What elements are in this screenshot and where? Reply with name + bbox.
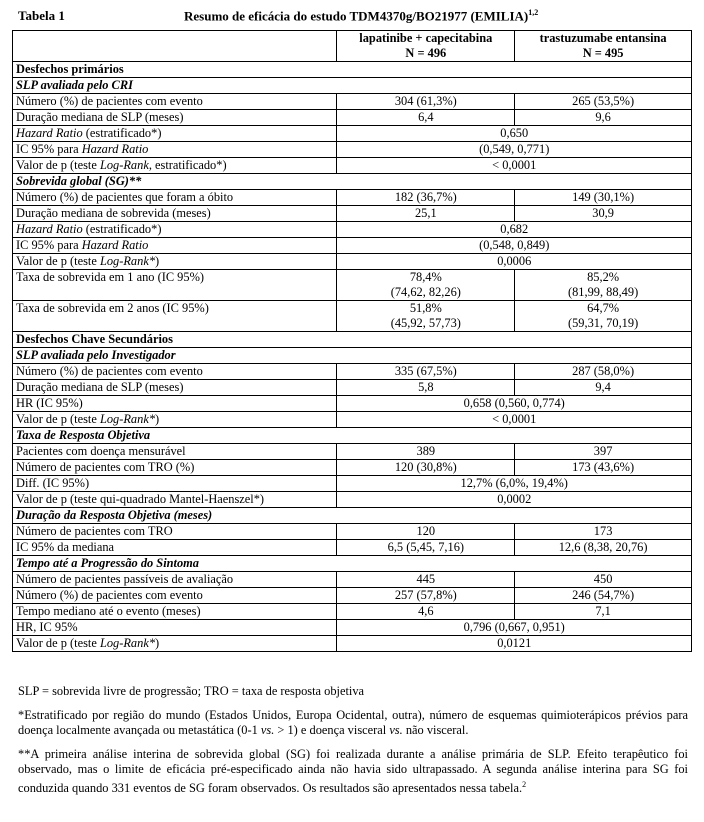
value-trastuzumabe: 7,1 — [515, 604, 692, 620]
row-label: Número de pacientes com TRO (%) — [13, 460, 337, 476]
value-combined: 0,658 (0,560, 0,774) — [337, 396, 692, 412]
value-lapatinibe: 445 — [337, 572, 515, 588]
table-row — [13, 460, 692, 476]
value-trastuzumabe: 265 (53,5%) — [515, 94, 692, 110]
table-row — [13, 142, 692, 158]
value-trastuzumabe: 173 (43,6%) — [515, 460, 692, 476]
value-trastuzumabe: 85,2% (81,99, 88,49) — [515, 270, 692, 301]
row-label: Duração mediana de sobrevida (meses) — [13, 206, 337, 222]
subsection-title: Tempo até a Progressão do Sintoma — [13, 556, 692, 572]
subsection-title: Duração da Resposta Objetiva (meses) — [13, 508, 692, 524]
table-row — [13, 476, 692, 492]
value-lapatinibe: 389 — [337, 444, 515, 460]
table-row — [13, 444, 692, 460]
table-row — [13, 412, 692, 428]
value-combined: 0,0121 — [337, 636, 692, 652]
value-combined: 0,0006 — [337, 254, 692, 270]
subsection-row — [13, 348, 692, 364]
value-combined: 0,650 — [337, 126, 692, 142]
subsection-row — [13, 556, 692, 572]
value-trastuzumabe: 12,6 (8,38, 20,76) — [515, 540, 692, 556]
value-lapatinibe: 51,8% (45,92, 57,73) — [337, 301, 515, 332]
row-label: Número (%) de pacientes com evento — [13, 94, 337, 110]
row-label: Valor de p (teste Log-Rank*) — [13, 254, 337, 270]
value-trastuzumabe: 30,9 — [515, 206, 692, 222]
row-label: Valor de p (teste Log-Rank*) — [13, 636, 337, 652]
row-label: Diff. (IC 95%) — [13, 476, 337, 492]
value-trastuzumabe: 149 (30,1%) — [515, 190, 692, 206]
table-row — [13, 588, 692, 604]
header-row — [13, 31, 692, 62]
subsection-title: Taxa de Resposta Objetiva — [13, 428, 692, 444]
table-row — [13, 636, 692, 652]
row-label: Número de pacientes com TRO — [13, 524, 337, 540]
table-row — [13, 492, 692, 508]
value-trastuzumabe: 397 — [515, 444, 692, 460]
section-title-row — [13, 62, 692, 78]
table-row — [13, 524, 692, 540]
row-label: Número (%) de pacientes que foram a óbito — [13, 190, 337, 206]
row-label: Taxa de sobrevida em 2 anos (IC 95%) — [13, 301, 337, 332]
subsection-title: SLP avaliada pelo Investigador — [13, 348, 692, 364]
table-row — [13, 110, 692, 126]
subsection-row — [13, 78, 692, 94]
efficacy-table — [12, 30, 692, 652]
footnote-stratification: *Estratificado por região do mundo (Estados Unidos, Europa Ocidental, outra), número de esquemas quimioterápicos prévios para doença localmente avançada ou metastática (0-1 vs. > 1) e doença visceral vs. não visceral. — [18, 708, 688, 737]
value-lapatinibe: 335 (67,5%) — [337, 364, 515, 380]
value-trastuzumabe: 287 (58,0%) — [515, 364, 692, 380]
row-label: Valor de p (teste qui-quadrado Mantel-Haenszel*) — [13, 492, 337, 508]
table-row — [13, 126, 692, 142]
row-label: Pacientes com doença mensurável — [13, 444, 337, 460]
table-row — [13, 254, 692, 270]
row-label: IC 95% para Hazard Ratio — [13, 142, 337, 158]
table-row — [13, 540, 692, 556]
table-row — [13, 301, 692, 332]
value-combined: (0,548, 0,849) — [337, 238, 692, 254]
subsection-row — [13, 508, 692, 524]
value-combined: < 0,0001 — [337, 412, 692, 428]
header-lapatinibe: lapatinibe + capecitabina N = 496 — [337, 31, 515, 62]
table-footnotes — [18, 684, 688, 805]
value-lapatinibe: 120 (30,8%) — [337, 460, 515, 476]
table-row — [13, 604, 692, 620]
subsection-title: Sobrevida global (SG)** — [13, 174, 692, 190]
value-trastuzumabe: 64,7% (59,31, 70,19) — [515, 301, 692, 332]
table-row — [13, 158, 692, 174]
subsection-row — [13, 174, 692, 190]
section-title: Desfechos primários — [13, 62, 692, 78]
row-label: Número de pacientes passíveis de avaliação — [13, 572, 337, 588]
row-label: Valor de p (teste Log-Rank, estratificado*) — [13, 158, 337, 174]
header-trastuzumabe: trastuzumabe entansina N = 495 — [515, 31, 692, 62]
value-combined: 0,0002 — [337, 492, 692, 508]
table-row — [13, 222, 692, 238]
row-label: Hazard Ratio (estratificado*) — [13, 222, 337, 238]
value-trastuzumabe: 9,6 — [515, 110, 692, 126]
title-superscript: 1,2 — [528, 8, 539, 17]
table-label: Tabela 1 — [18, 8, 65, 23]
row-label: Número (%) de pacientes com evento — [13, 588, 337, 604]
value-combined: 0,682 — [337, 222, 692, 238]
footnote-interim-analysis: **A primeira análise interina de sobrevida global (SG) foi realizada durante a análise primária de SLP. Efeito terapêutico foi observado, mas o limite de eficácia pré-especificado ainda não havia sido ultrapassado. A segunda análise interina para SG foi conduzida quando 331 eventos de SG foram observados. Os resultados são apresentados nessa tabela.$^2$ — [18, 747, 688, 796]
row-label: Tempo mediano até o evento (meses) — [13, 604, 337, 620]
value-lapatinibe: 6,5 (5,45, 7,16) — [337, 540, 515, 556]
table-row — [13, 238, 692, 254]
value-trastuzumabe: 173 — [515, 524, 692, 540]
row-label: IC 95% da mediana — [13, 540, 337, 556]
row-label: Duração mediana de SLP (meses) — [13, 380, 337, 396]
value-lapatinibe: 78,4% (74,62, 82,26) — [337, 270, 515, 301]
value-lapatinibe: 120 — [337, 524, 515, 540]
table-row — [13, 270, 692, 301]
value-lapatinibe: 182 (36,7%) — [337, 190, 515, 206]
row-label: Taxa de sobrevida em 1 ano (IC 95%) — [13, 270, 337, 301]
row-label: Valor de p (teste Log-Rank*) — [13, 412, 337, 428]
header-empty-cell — [13, 31, 337, 62]
value-lapatinibe: 5,8 — [337, 380, 515, 396]
value-trastuzumabe: 246 (54,7%) — [515, 588, 692, 604]
table-caption — [12, 4, 692, 30]
value-lapatinibe: 257 (57,8%) — [337, 588, 515, 604]
table-row — [13, 206, 692, 222]
value-trastuzumabe: 450 — [515, 572, 692, 588]
value-lapatinibe: 6,4 — [337, 110, 515, 126]
subsection-row — [13, 428, 692, 444]
table-row — [13, 572, 692, 588]
table-row — [13, 380, 692, 396]
footnote-abbreviations: SLP = sobrevida livre de progressão; TRO = taxa de resposta objetiva — [18, 684, 365, 698]
table-row — [13, 190, 692, 206]
value-combined: 0,796 (0,667, 0,951) — [337, 620, 692, 636]
row-label: IC 95% para Hazard Ratio — [13, 238, 337, 254]
table-title: Resumo de eficácia do estudo TDM4370g/BO21977 (EMILIA)$^{1,2}$ — [184, 8, 539, 24]
row-label: Hazard Ratio (estratificado*) — [13, 126, 337, 142]
row-label: Número (%) de pacientes com evento — [13, 364, 337, 380]
value-trastuzumabe: 9,4 — [515, 380, 692, 396]
value-combined: (0,549, 0,771) — [337, 142, 692, 158]
table-row — [13, 620, 692, 636]
section-title: Desfechos Chave Secundários — [13, 332, 692, 348]
value-combined: < 0,0001 — [337, 158, 692, 174]
row-label: Duração mediana de SLP (meses) — [13, 110, 337, 126]
value-combined: 12,7% (6,0%, 19,4%) — [337, 476, 692, 492]
table-row — [13, 396, 692, 412]
row-label: HR, IC 95% — [13, 620, 337, 636]
subsection-title: SLP avaliada pelo CRI — [13, 78, 692, 94]
table-row — [13, 94, 692, 110]
row-label: HR (IC 95%) — [13, 396, 337, 412]
value-lapatinibe: 4,6 — [337, 604, 515, 620]
value-lapatinibe: 25,1 — [337, 206, 515, 222]
value-lapatinibe: 304 (61,3%) — [337, 94, 515, 110]
table-row — [13, 364, 692, 380]
section-title-row — [13, 332, 692, 348]
